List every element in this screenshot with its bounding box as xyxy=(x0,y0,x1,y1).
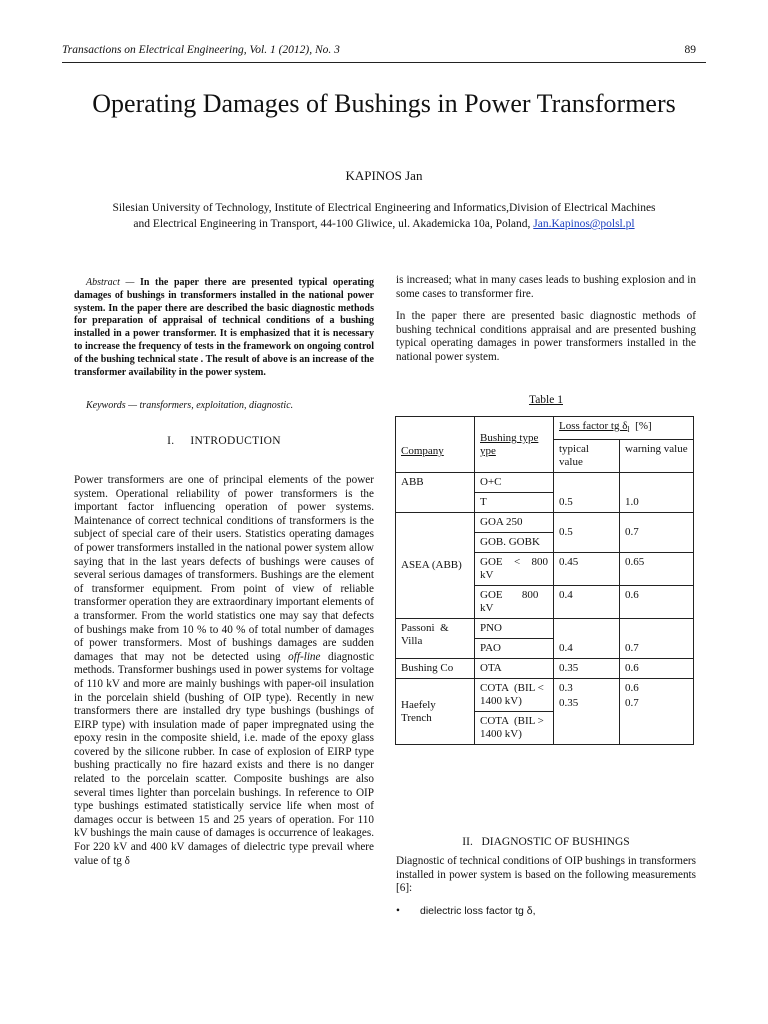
abstract-text: In the paper there are presented typical operating damages of bushings in transformers installed in the national power system. In the paper there are described the basic diagnostic methods for preparation of appraisal of technical conditions of a bushing installed in a power transformer. It is emphasized that it is necessary to increase the frequency of tests in the framework on ongoing control of the bushing technical state . The result of above is an increase of the transformer availability in the power system. xyxy=(74,277,374,378)
cell-type: T xyxy=(475,493,554,513)
table-row xyxy=(396,473,694,493)
cell-warning: 0.7 xyxy=(620,513,694,553)
cell-warning: 0.6 xyxy=(620,659,694,679)
cell-company: Passoni & Villa xyxy=(396,619,475,659)
cell-type: COTA (BIL > 1400 kV) xyxy=(475,712,554,745)
page-number: 89 xyxy=(684,44,696,56)
section2-heading: II. DIAGNOSTIC OF BUSHINGS xyxy=(462,836,630,848)
header-typical-value: typical value xyxy=(554,440,620,473)
cell-type: O+C xyxy=(475,473,554,493)
cell-warning: 0.7 xyxy=(620,619,694,659)
cell-type: PAO xyxy=(475,639,554,659)
introduction-text xyxy=(74,474,374,868)
cell-type: PNO xyxy=(475,619,554,639)
table-row xyxy=(396,679,694,712)
section2-text: Diagnostic of technical conditions of OIP bushings in transformers installed in power system is based on the following measurements [6]: xyxy=(396,855,696,895)
cell-company: Haefely Trench xyxy=(396,679,475,745)
section1-heading: I. INTRODUCTION xyxy=(167,435,281,447)
header-bushing-type: Bushing type ype xyxy=(475,417,554,473)
cell-type: GOB. GOBK xyxy=(475,533,554,553)
bullet-dot: • xyxy=(396,905,400,917)
cell-type: GOA 250 xyxy=(475,513,554,533)
cell-company: ABB xyxy=(396,473,475,513)
journal-header xyxy=(62,44,706,58)
table-row xyxy=(396,513,694,533)
journal-citation: Transactions on Electrical Engineering, Vol. 1 (2012), No. 3 xyxy=(62,44,340,56)
cell-typical: 0.5 xyxy=(554,473,620,513)
cell-warning-multi: 0.6 0.7 xyxy=(620,679,694,745)
keywords: Keywords — transformers, exploitation, diagnostic. xyxy=(86,400,294,411)
header-company: Company xyxy=(396,417,475,473)
table1 xyxy=(395,416,694,745)
intro-text-part1: Power transformers are one of principal elements of the power system. Operational reliability of power transformers is the important factor influencing operation of power systems. Maintenance of correct technical conditions of transformers is the subject of special care of their users. Statistics operating damages of power transformers installed in the national power system allow saying that in the last years defects of bushings were causes of several serious damages of transformers. Bushings are the element of transformer equipment. From point of view of reliable transformer operation they are extraordinary important elements of a transformer. From the world statistics one may say that defects of bushings make from 10 % to 40 % of total number of damages of power transformers. Most of bushings damages are sudden damages that may not be detected using xyxy=(74,474,374,663)
cell-typical: 0.4 xyxy=(554,586,620,619)
abstract xyxy=(74,277,374,379)
cell-warning: 0.6 xyxy=(620,586,694,619)
header-loss-factor: Loss factor tg $\delta_l$ [%] xyxy=(554,417,694,440)
cell-typical: 0.5 xyxy=(554,513,620,553)
header-warning-value: warning value xyxy=(620,440,694,473)
cell-type: GOE 800 kV xyxy=(475,586,554,619)
cell-typical: 0.4 xyxy=(554,619,620,659)
cell-warning: 1.0 xyxy=(620,473,694,513)
table1-caption: Table 1 xyxy=(528,394,563,406)
abstract-label: Abstract — xyxy=(86,277,140,288)
cell-type: GOE < 800 kV xyxy=(475,553,554,586)
cell-type: OTA xyxy=(475,659,554,679)
cell-typical: 0.45 xyxy=(554,553,620,586)
paper-author: KAPINOS Jan xyxy=(345,168,423,183)
author-email-link[interactable]: Jan.Kapinos@polsl.pl xyxy=(533,218,635,230)
bullet-text: dielectric loss factor tg δ, xyxy=(420,905,536,917)
header-rule xyxy=(62,62,706,63)
intro-emphasis: off-line xyxy=(288,650,321,663)
right-col-continuation: is increased; what in many cases leads to bushing explosion and in some cases to transformer fire. xyxy=(396,274,696,300)
cell-typical-multi: 0.3 0.35 xyxy=(554,679,620,745)
cell-company: Bushing Co xyxy=(396,659,475,679)
paper-title: Operating Damages of Bushings in Power Transformers xyxy=(92,89,676,118)
table-row xyxy=(396,619,694,639)
right-col-paragraph: In the paper there are presented basic diagnostic methods of bushing technical conditions appraisal and are presented bushing typical operating damages in power transformers installed in the national power system. xyxy=(396,310,696,363)
cell-typical: 0.35 xyxy=(554,659,620,679)
intro-text-part2: diagnostic methods. Transformer bushings used in power systems for voltage of 110 kV and more are mainly bushings with paper-oil insulation in the porcelain shield (bushing of OIP type). Recently in new transformers there are installed dry type bushings (bushings of EIRP type) with insulation made of paper impregnated using the epoxy resin in the composite shield, i.e. made of the epoxy glass covered by the silicone rubber. In case of explosion of EIRP type bushing practically no fire hazard exists and there is no danger related to the porcelain scatter. Composite bushings are also several times lighter than porcelain bushings. In reference to OIP type bushings estimated statistically service life when most of damages occur is between 15 and 25 years of operation. For 110 kV bushings the main cause of damages is occurrence of leakages. For 220 kV and 400 kV damages of dielectric type prevail where value of tg δ xyxy=(74,650,374,867)
cell-company: ASEA (ABB) xyxy=(396,513,475,619)
table-row xyxy=(396,659,694,679)
cell-warning: 0.65 xyxy=(620,553,694,586)
paper-affiliation xyxy=(62,200,706,232)
cell-type: COTA (BIL < 1400 kV) xyxy=(475,679,554,712)
affiliation-line1: Silesian University of Technology, Institute of Electrical Engineering and Informatics,Division of Electrical Machines xyxy=(112,202,656,214)
table-header-row xyxy=(396,417,694,440)
affiliation-line2: and Electrical Engineering in Transport, 44-100 Gliwice, ul. Akademicka 10a, Poland, xyxy=(133,218,534,230)
